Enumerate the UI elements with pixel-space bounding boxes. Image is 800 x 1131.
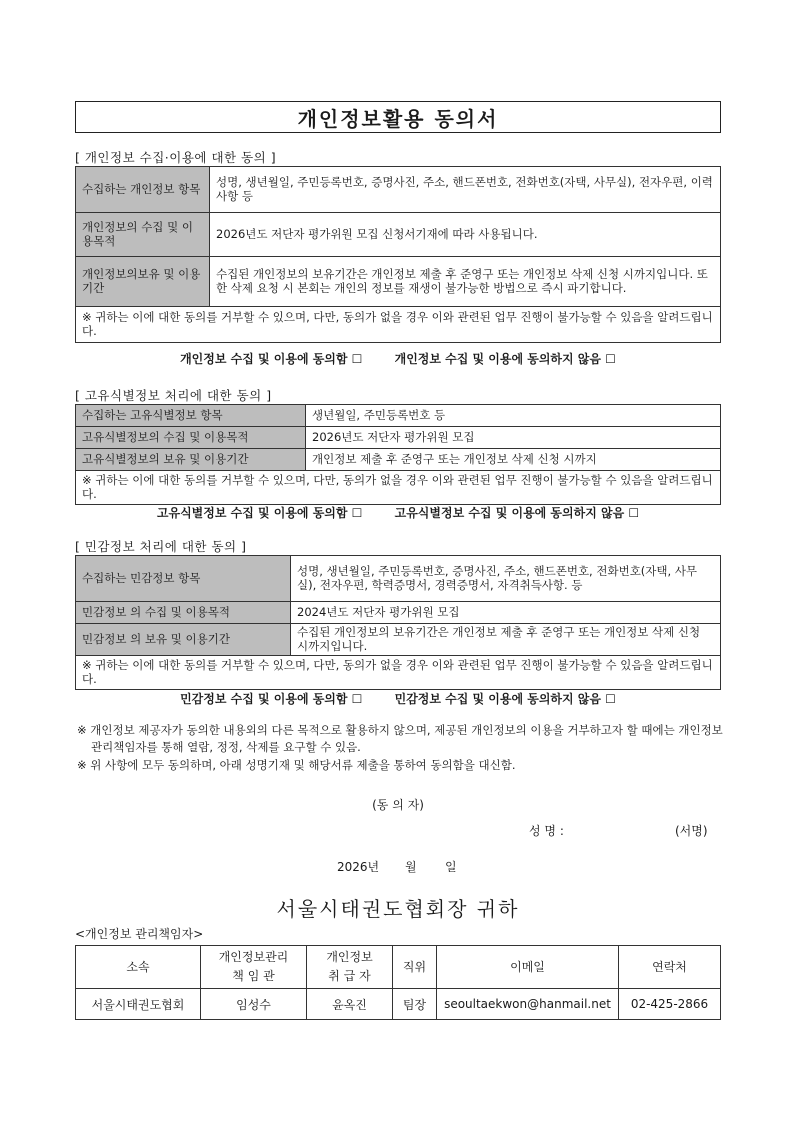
- header-email: 이메일: [437, 946, 619, 989]
- row-value: 2024년도 저단자 평가위원 모집: [291, 602, 721, 624]
- cell-position: 팀장: [393, 989, 437, 1020]
- table-row: [76, 624, 721, 656]
- manager-table: [75, 945, 721, 1020]
- disagree-checkbox[interactable]: 개인정보 수집 및 이용에 동의하지 않음 ☐: [394, 352, 616, 366]
- cell-manager: 임성수: [201, 989, 307, 1020]
- consenter-label: (동 의 자): [372, 798, 424, 812]
- date-day: 일: [445, 860, 457, 874]
- agree-checkbox[interactable]: 고유식별정보 수집 및 이용에 동의함 ☐: [156, 506, 363, 520]
- row-value: 생년월일, 주민등록번호 등: [306, 405, 721, 427]
- consent-line-personal: [75, 350, 721, 367]
- row-label: 수집하는 개인정보 항목: [76, 167, 210, 213]
- table-row: [76, 167, 721, 213]
- document-title: 개인정보활용 동의서: [75, 101, 721, 133]
- footnotes: [75, 722, 725, 774]
- footnote-agreement: ※ 위 사항에 모두 동의하며, 아래 성명기재 및 해당서류 제출을 통하여 동의함을 대신함.: [77, 757, 516, 772]
- header-handler-line1: 개인정보: [326, 950, 373, 964]
- disagree-checkbox[interactable]: 고유식별정보 수집 및 이용에 동의하지 않음 ☐: [394, 506, 640, 520]
- table-row: [76, 213, 721, 257]
- row-label: 개인정보의 수집 및 이용목적: [76, 213, 210, 257]
- header-position: 직위: [393, 946, 437, 989]
- section-heading-unique-id: [ 고유식별정보 처리에 대한 동의 ]: [75, 388, 272, 403]
- table-row: [76, 405, 721, 427]
- header-handler: [307, 946, 393, 989]
- agree-checkbox[interactable]: 민감정보 수집 및 이용에 동의함 ☐: [180, 692, 363, 706]
- table-row: [76, 656, 721, 690]
- table-row: [76, 989, 721, 1020]
- name-label: 성 명 :: [529, 824, 564, 838]
- section-heading-personal: [ 개인정보 수집·이용에 대한 동의 ]: [75, 150, 277, 165]
- row-value: 성명, 생년월일, 주민등록번호, 증명사진, 주소, 핸드폰번호, 전화번호(자택, 사무실), 전자우편, 이력사항 등: [210, 167, 721, 213]
- header-manager-line1: 개인정보관리: [218, 950, 289, 964]
- refusal-note: ※ 귀하는 이에 대한 동의를 거부할 수 있으며, 다만, 동의가 없을 경우 이와 관련된 업무 진행이 불가능할 수 있음을 알려드립니다.: [76, 471, 721, 505]
- table-row: [76, 471, 721, 505]
- table-row: [76, 602, 721, 624]
- header-contact: 연락처: [619, 946, 721, 989]
- header-manager: [201, 946, 307, 989]
- date-year: 2026년: [337, 860, 380, 874]
- manager-caption: <개인정보 관리책임자>: [75, 927, 204, 941]
- refusal-note: ※ 귀하는 이에 대한 동의를 거부할 수 있으며, 다만, 동의가 없을 경우 이와 관련된 업무 진행이 불가능할 수 있음을 알려드립니다.: [76, 656, 721, 690]
- row-value: 개인정보 제출 후 준영구 또는 개인정보 삭제 신청 시까지: [306, 449, 721, 471]
- row-value: 수집된 개인정보의 보유기간은 개인정보 제출 후 준영구 또는 개인정보 삭제 신청 시까지입니다. 또한 삭제 요청 시 본회는 개인의 정보를 재생이 불가능한 방법으로 즉시 파기합니다.: [210, 257, 721, 307]
- table-row: [76, 449, 721, 471]
- sensitive-info-table: [75, 555, 721, 690]
- unique-id-table: [75, 404, 721, 505]
- row-value: 2026년도 저단자 평가위원 모집: [306, 427, 721, 449]
- personal-info-table: [75, 166, 721, 343]
- header-handler-line2: 취 급 자: [328, 969, 371, 984]
- row-label: 민감정보 의 보유 및 이용기간: [76, 624, 291, 656]
- header-affiliation: 소속: [76, 946, 201, 989]
- section-heading-sensitive: [ 민감정보 처리에 대한 동의 ]: [75, 539, 247, 554]
- table-row: [76, 556, 721, 602]
- row-label: 고유식별정보의 보유 및 이용기간: [76, 449, 306, 471]
- table-row: [76, 307, 721, 343]
- row-value: 2026년도 저단자 평가위원 모집 신청서기재에 따라 사용됩니다.: [210, 213, 721, 257]
- signature-field[interactable]: (서명): [675, 824, 708, 838]
- table-row: [76, 427, 721, 449]
- refusal-note: ※ 귀하는 이에 대한 동의를 거부할 수 있으며, 다만, 동의가 없을 경우 이와 관련된 업무 진행이 불가능할 수 있음을 알려드립니다.: [76, 307, 721, 343]
- row-label: 고유식별정보의 수집 및 이용목적: [76, 427, 306, 449]
- cell-handler: 윤옥진: [307, 989, 393, 1020]
- row-label: 수집하는 고유식별정보 항목: [76, 405, 306, 427]
- cell-contact: 02-425-2866: [619, 989, 721, 1020]
- table-header-row: [76, 946, 721, 989]
- header-manager-line2: 책 임 관: [232, 969, 275, 984]
- addressee: 서울시태권도협회장 귀하: [276, 897, 520, 921]
- disagree-checkbox[interactable]: 민감정보 수집 및 이용에 동의하지 않음 ☐: [394, 692, 616, 706]
- cell-affiliation: 서울시태권도협회: [76, 989, 201, 1020]
- footnote-usage: ※ 개인정보 제공자가 동의한 내용외의 다른 목적으로 활용하지 않으며, 제공된 개인정보의 이용을 거부하고자 할 때에는 개인정보 관리책임자를 통해 열람, 정정, 삭제를 요구할 수 있음.: [77, 723, 723, 755]
- row-value: 수집된 개인정보의 보유기간은 개인정보 제출 후 준영구 또는 개인정보 삭제 신청 시까지입니다.: [291, 624, 721, 656]
- table-row: [76, 257, 721, 307]
- consent-line-unique-id: [75, 504, 721, 521]
- row-label: 민감정보 의 수집 및 이용목적: [76, 602, 291, 624]
- row-label: 개인정보의보유 및 이용기간: [76, 257, 210, 307]
- row-label: 수집하는 민감정보 항목: [76, 556, 291, 602]
- date-month: 월: [405, 860, 417, 874]
- row-value: 성명, 생년월일, 주민등록번호, 증명사진, 주소, 핸드폰번호, 전화번호(자택, 사무실), 전자우편, 학력증명서, 경력증명서, 자격취득사항. 등: [291, 556, 721, 602]
- consent-line-sensitive: [75, 690, 721, 707]
- cell-email: seoultaekwon@hanmail.net: [437, 989, 619, 1020]
- agree-checkbox[interactable]: 개인정보 수집 및 이용에 동의함 ☐: [180, 352, 363, 366]
